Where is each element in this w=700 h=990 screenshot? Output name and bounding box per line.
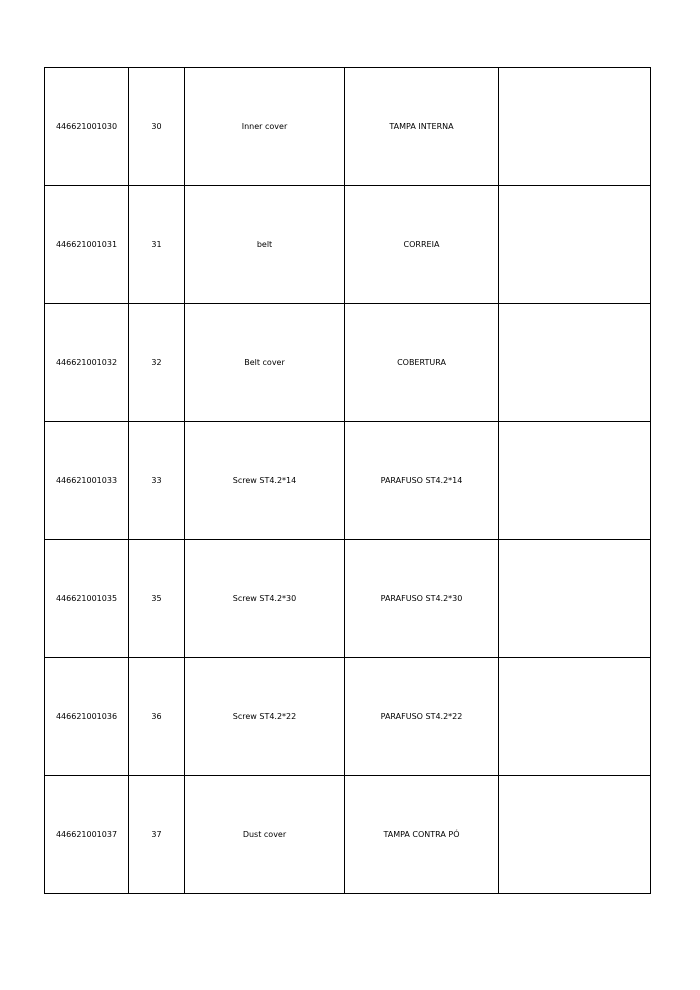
part-number-cell: 35 [129,540,185,658]
notes-cell [499,776,651,894]
part-name-en-cell: Screw ST4.2*22 [185,658,345,776]
table-row [45,658,651,776]
part-name-en-cell: Dust cover [185,776,345,894]
part-code-cell: 446621001037 [45,776,129,894]
part-name-en-cell: belt [185,186,345,304]
part-code-cell: 446621001033 [45,422,129,540]
part-number-cell: 37 [129,776,185,894]
part-name-en-cell: Inner cover [185,68,345,186]
part-name-en-cell: Screw ST4.2*14 [185,422,345,540]
part-number-cell: 33 [129,422,185,540]
part-code-cell: 446621001030 [45,68,129,186]
table-row [45,776,651,894]
part-name-pt-cell: COBERTURA [345,304,499,422]
table-row [45,68,651,186]
notes-cell [499,422,651,540]
part-code-cell: 446621001031 [45,186,129,304]
part-name-pt-cell: PARAFUSO ST4.2*30 [345,540,499,658]
part-code-cell: 446621001032 [45,304,129,422]
part-number-cell: 30 [129,68,185,186]
table-row [45,422,651,540]
part-number-cell: 36 [129,658,185,776]
part-name-en-cell: Belt cover [185,304,345,422]
table-row [45,186,651,304]
table-row [45,304,651,422]
part-number-cell: 31 [129,186,185,304]
table-row [45,540,651,658]
part-code-cell: 446621001035 [45,540,129,658]
part-name-pt-cell: CORREIA [345,186,499,304]
notes-cell [499,540,651,658]
part-name-pt-cell: PARAFUSO ST4.2*14 [345,422,499,540]
part-name-pt-cell: TAMPA INTERNA [345,68,499,186]
notes-cell [499,304,651,422]
notes-cell [499,68,651,186]
part-name-pt-cell: TAMPA CONTRA PÓ [345,776,499,894]
part-code-cell: 446621001036 [45,658,129,776]
notes-cell [499,658,651,776]
notes-cell [499,186,651,304]
parts-table [44,67,651,894]
part-name-pt-cell: PARAFUSO ST4.2*22 [345,658,499,776]
part-name-en-cell: Screw ST4.2*30 [185,540,345,658]
part-number-cell: 32 [129,304,185,422]
